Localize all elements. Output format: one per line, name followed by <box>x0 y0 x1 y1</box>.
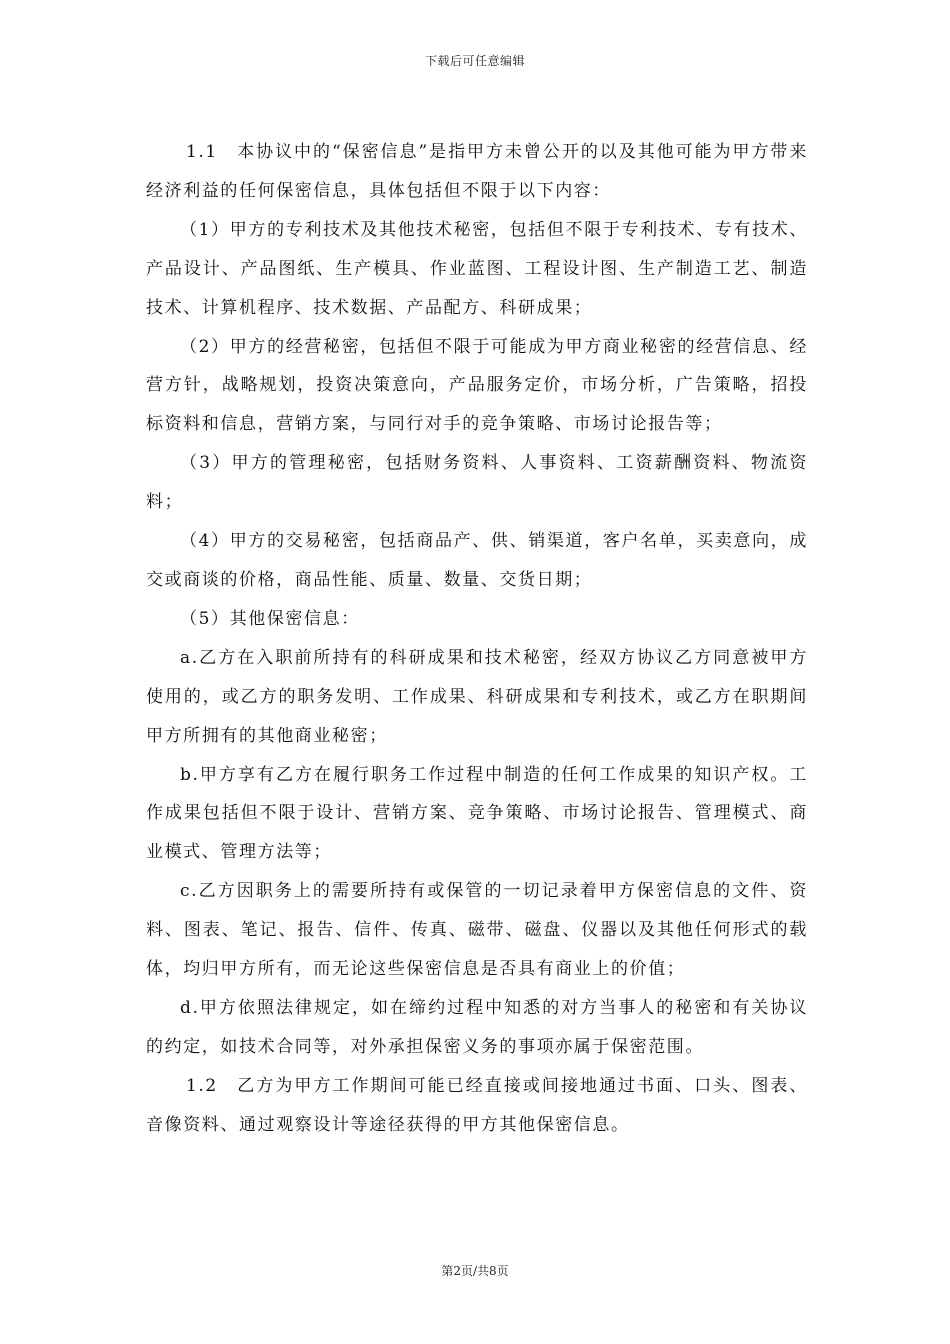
item-4-paragraph: （4）甲方的交易秘密，包括商品产、供、销渠道，客户名单，买卖意向，成交或商谈的价格，商品性能、质量、数量、交货日期； <box>146 531 808 590</box>
subitem-d-paragraph: d.甲方依照法律规定，如在缔约过程中知悉的对方当事人的秘密和有关协议的约定，如技术合同等，对外承担保密义务的事项亦属于保密范围。 <box>146 997 808 1057</box>
item-3-paragraph: （3）甲方的管理秘密，包括财务资料、人事资料、工资薪酬资料、物流资料； <box>146 453 808 513</box>
page-number-footer: 第2页/共8页 <box>441 1264 509 1278</box>
document-body <box>146 133 808 1145</box>
clause-1-1-paragraph: 1.1 本协议中的“保密信息”是指甲方未曾公开的以及其他可能为甲方带来经济利益的任何保密信息，具体包括但不限于以下内容： <box>146 142 808 201</box>
item-5-paragraph: （5）其他保密信息： <box>180 608 360 629</box>
item-2-paragraph: （2）甲方的经营秘密，包括但不限于可能成为甲方商业秘密的经营信息、经营方针，战略规划，投资决策意向，产品服务定价，市场分析，广告策略，招投标资料和信息，营销方案，与同行对手的竞争策略、市场讨论报告等； <box>146 336 808 435</box>
subitem-a-paragraph: a.乙方在入职前所持有的科研成果和技术秘密，经双方协议乙方同意被甲方使用的，或乙方的职务发明、工作成果、科研成果和专利技术，或乙方在职期间甲方所拥有的其他商业秘密； <box>146 647 808 746</box>
page-header: 下载后可任意编辑 <box>424 54 525 68</box>
item-1-paragraph: （1）甲方的专利技术及其他技术秘密，包括但不限于专利技术、专有技术、产品设计、产品图纸、生产模具、作业蓝图、工程设计图、生产制造工艺、制造技术、计算机程序、技术数据、产品配方、科研成果； <box>146 219 808 318</box>
subitem-c-paragraph: c.乙方因职务上的需要所持有或保管的一切记录着甲方保密信息的文件、资料、图表、笔记、报告、信件、传真、磁带、磁盘、仪器以及其他任何形式的载体，均归甲方所有，而无论这些保密信息是否具有商业上的价值； <box>146 881 808 980</box>
subitem-b-paragraph: b.甲方享有乙方在履行职务工作过程中制造的任何工作成果的知识产权。工作成果包括但不限于设计、营销方案、竞争策略、市场讨论报告、管理模式、商业模式、管理方法等； <box>146 764 808 863</box>
clause-1-2-paragraph: 1.2 乙方为甲方工作期间可能已经直接或间接地通过书面、口头、图表、音像资料、通过观察设计等途径获得的甲方其他保密信息。 <box>146 1075 808 1135</box>
